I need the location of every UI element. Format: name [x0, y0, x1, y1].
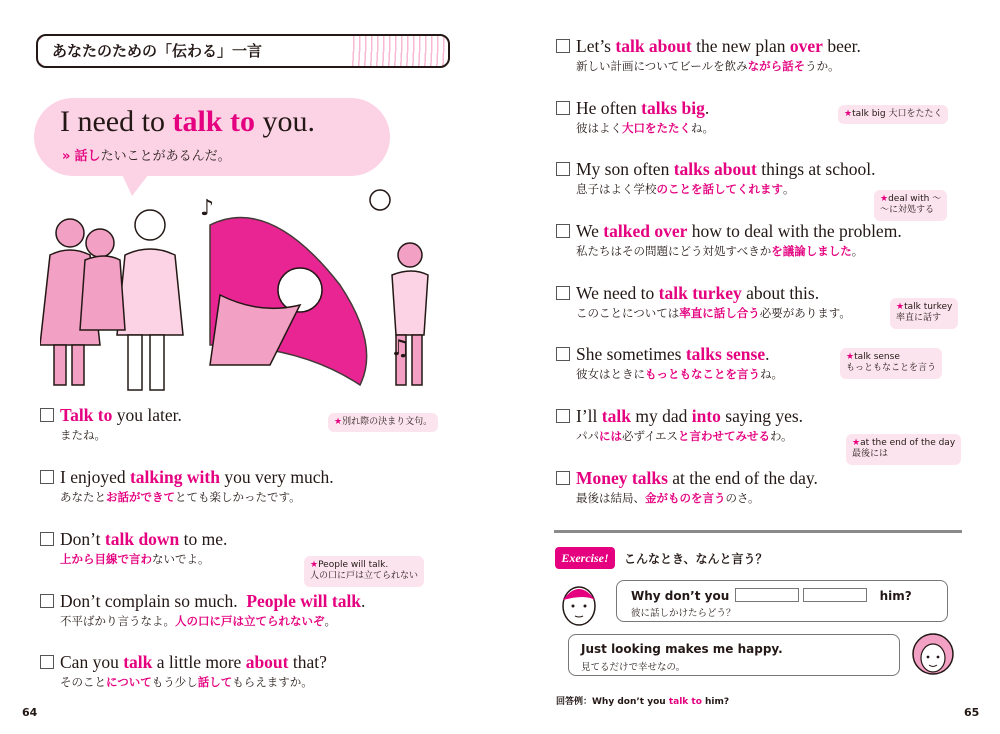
phrase-item-9	[556, 221, 902, 259]
note-text: deal with ～ ～に対処する	[880, 194, 942, 216]
translation-highlight: 話して	[197, 675, 233, 689]
phrase-highlight: Money talks	[576, 468, 668, 488]
phrase-item-11	[556, 344, 783, 382]
note-box	[328, 413, 438, 432]
answer-example	[556, 694, 729, 707]
key-phrase	[60, 105, 315, 139]
answer-rest: him?	[701, 697, 730, 707]
phrase-text: at the end of the day.	[667, 468, 818, 488]
phrase-text: things at school.	[756, 159, 876, 179]
phrase-highlight: talk turkey	[658, 283, 742, 303]
checkbox[interactable]	[556, 39, 570, 53]
translation-highlight: 率直に話し合う	[679, 306, 760, 320]
checkbox[interactable]	[556, 286, 570, 300]
bubble-translation: 彼に話しかけたらどう？	[631, 608, 736, 619]
phrase-text: I enjoyed	[60, 467, 130, 487]
checkbox[interactable]	[40, 655, 54, 669]
phrase-translation: 新しい計画についてビールを飲み	[576, 59, 748, 73]
phrase-text: beer.	[822, 36, 861, 56]
translation-highlight: には	[599, 429, 622, 443]
chevron-icon: »	[62, 149, 71, 164]
phrase-translation: もらえますか。	[232, 675, 313, 689]
phrase-translation: 必ずイエス	[622, 429, 679, 443]
phrase-item-5	[40, 652, 327, 690]
checkbox[interactable]	[556, 101, 570, 115]
phrase-translation: のさ。	[725, 491, 760, 505]
star-icon: ★	[310, 560, 319, 570]
phrase-translation: うか。	[805, 59, 840, 73]
note-text: 別れ際の決まり文句。	[342, 417, 433, 427]
translation-highlight: のことを話してくれます	[656, 182, 783, 196]
phrase-highlight: talks big	[641, 98, 705, 118]
phrase-text: We	[576, 221, 604, 241]
phrase-text: Can you	[60, 652, 124, 672]
phrase-item-2	[40, 467, 334, 505]
phrase-translation: 。	[783, 182, 795, 196]
checkbox[interactable]	[40, 470, 54, 484]
exercise-question: こんなとき、なんと言う？	[624, 552, 768, 566]
phrase-text: .	[361, 591, 366, 611]
phrase-text: We need to	[576, 283, 659, 303]
note-text: talk big 大口をたたく	[852, 109, 943, 119]
phrase-text: how to deal with the problem.	[687, 221, 902, 241]
phrase-highlight: People will talk	[246, 591, 362, 611]
section-divider	[554, 530, 962, 533]
checkbox[interactable]	[40, 408, 54, 422]
phrase-translation: またね。	[60, 428, 106, 442]
note-box	[874, 190, 947, 221]
woman-face-icon	[908, 628, 958, 680]
phrase-translation: 私たちはその問題にどう対処すべきか	[576, 244, 772, 258]
translation-highlight: 大口をたたく	[622, 121, 691, 135]
answer-label: 回答例：Why don’t you	[556, 697, 669, 707]
exercise-bubble-1	[616, 580, 948, 622]
star-icon: ★	[334, 417, 343, 427]
translation-highlight: と言わせてみせる	[678, 429, 771, 443]
exercise-bubble-2	[568, 634, 900, 676]
phrase-highlight: Talk to	[60, 405, 113, 425]
dancing-people-illustration	[40, 185, 440, 395]
translation-highlight: について	[106, 675, 152, 689]
phrase-translation: 。	[324, 614, 336, 628]
phrase-item-7	[556, 98, 714, 136]
translation-highlight: お話ができて	[106, 490, 175, 504]
phrase-highlight: talk	[123, 652, 153, 672]
phrase-text: He often	[576, 98, 642, 118]
phrase-translation: 息子はよく学校	[576, 182, 657, 196]
phrase-translation: もう少し	[151, 675, 198, 689]
phrase-item-1	[40, 405, 182, 443]
phrase-text: saying yes.	[720, 406, 804, 426]
note-text: talk sense もっともなことを言う	[846, 352, 937, 374]
phrase-text: that?	[288, 652, 327, 672]
phrase-translation: とても楽しかったです。	[175, 490, 301, 504]
note-text: talk turkey 率直に話す	[896, 302, 953, 324]
phrase-text: .	[765, 344, 770, 364]
phrase-text: .	[704, 98, 710, 118]
translation-highlight: 人の口に戸は立てられないぞ	[175, 614, 325, 628]
phrase-highlight: over	[789, 36, 823, 56]
phrase-text: my dad	[630, 406, 692, 426]
phrase-translation: 彼はよく	[576, 121, 622, 135]
note-box	[890, 298, 958, 329]
checkbox[interactable]	[40, 594, 54, 608]
phrase-translation: 彼女はときに	[576, 367, 645, 381]
phrase-item-8	[556, 159, 875, 197]
phrase-translation: わ。	[770, 429, 793, 443]
phrase-item-10	[556, 283, 851, 321]
phrase-translation: 必要があります。	[759, 306, 851, 320]
man-face-icon	[556, 578, 602, 630]
checkbox[interactable]	[556, 347, 570, 361]
phrase-translation: ね。	[691, 121, 714, 135]
phrase-item-3	[40, 529, 227, 567]
phrase-text: Let’s	[576, 36, 616, 56]
section-title: あなたのための「伝わる」一言	[38, 36, 352, 66]
phrase-item-4	[40, 591, 365, 629]
translation-highlight: 話し	[74, 149, 101, 164]
phrase-highlight: talk down	[104, 529, 180, 549]
phrase-text: you later.	[112, 405, 182, 425]
phrase-text: a little more	[152, 652, 246, 672]
checkbox[interactable]	[40, 532, 54, 546]
star-icon: ★	[896, 302, 905, 312]
checkbox[interactable]	[556, 409, 570, 423]
key-phrase-pre: I need to	[60, 105, 173, 138]
phrase-text: She sometimes	[576, 344, 686, 364]
svg-text:♫: ♫	[390, 336, 410, 361]
phrase-highlight: about	[245, 652, 289, 672]
phrase-translation: ね。	[760, 367, 783, 381]
phrase-translation: あなたと	[60, 490, 106, 504]
bubble-text: him?	[879, 589, 912, 603]
phrase-text: to me.	[179, 529, 228, 549]
star-icon: ★	[846, 352, 855, 362]
note-box	[846, 434, 961, 465]
page-number: 65	[964, 706, 980, 719]
checkbox[interactable]	[556, 471, 570, 485]
phrase-translation: 最後は結局、	[576, 491, 645, 505]
note-box	[840, 348, 942, 379]
phrase-highlight: talks sense	[685, 344, 766, 364]
translation-rest: たいことがあるんだ。	[100, 149, 231, 164]
phrase-translation: このことについては	[576, 306, 680, 320]
key-phrase-translation	[62, 145, 231, 164]
phrase-highlight: talk about	[615, 36, 692, 56]
answer-blank[interactable]	[803, 588, 867, 602]
translation-highlight: ながら話そ	[747, 59, 806, 73]
checkbox[interactable]	[556, 162, 570, 176]
phrase-text: about this.	[741, 283, 820, 303]
phrase-translation: そのこと	[60, 675, 106, 689]
exercise-badge: Exercise!	[555, 547, 615, 569]
note-text: People will talk. 人の口に戸は立てられない	[310, 560, 419, 582]
translation-highlight: 金がものを言う	[645, 491, 726, 505]
bubble-text: Just looking makes me happy.	[581, 642, 783, 656]
star-icon: ★	[852, 438, 861, 448]
note-box	[838, 105, 948, 124]
phrase-text: you very much.	[219, 467, 334, 487]
phrase-highlight: talking with	[129, 467, 220, 487]
note-text: at the end of the day 最後には	[852, 438, 956, 460]
phrase-translation: パパ	[576, 429, 599, 443]
translation-highlight: もっともなことを言う	[645, 367, 760, 381]
star-icon: ★	[844, 109, 853, 119]
translation-highlight: 上から目線で言わ	[60, 552, 152, 566]
bubble-text: Why don’t you	[631, 589, 730, 603]
key-phrase-post: you.	[254, 105, 315, 138]
phrase-translation: 。	[851, 244, 864, 258]
phrase-item-12	[556, 406, 803, 444]
phrase-text: the new plan	[691, 36, 790, 56]
phrase-highlight: talk	[601, 406, 631, 426]
phrase-translation: 不平ばかり言うなよ。	[60, 614, 175, 628]
phrase-text: I’ll	[576, 406, 602, 426]
phrase-item-6	[556, 36, 861, 74]
phrase-item-13	[556, 468, 818, 506]
phrase-highlight: talks about	[673, 159, 757, 179]
translation-highlight: を議論しました	[771, 244, 852, 258]
answer-blank[interactable]	[735, 588, 799, 602]
section-header	[36, 34, 450, 68]
key-phrase-highlight: talk to	[172, 105, 255, 138]
note-box	[304, 556, 424, 587]
phrase-text: Don’t complain so much.	[60, 591, 247, 611]
page-number: 64	[22, 706, 38, 719]
answer-highlight: talk to	[668, 697, 702, 707]
phrase-highlight: talked over	[603, 221, 688, 241]
phrase-translation: ないでよ。	[152, 552, 210, 566]
star-icon: ★	[880, 194, 889, 204]
svg-text:♪: ♪	[200, 196, 215, 221]
bubble-translation: 見てるだけで幸せなの。	[581, 662, 686, 673]
checkbox[interactable]	[556, 224, 570, 238]
phrase-text: My son often	[576, 159, 674, 179]
phrase-highlight: into	[691, 406, 721, 426]
phrase-text: Don’t	[60, 529, 105, 549]
